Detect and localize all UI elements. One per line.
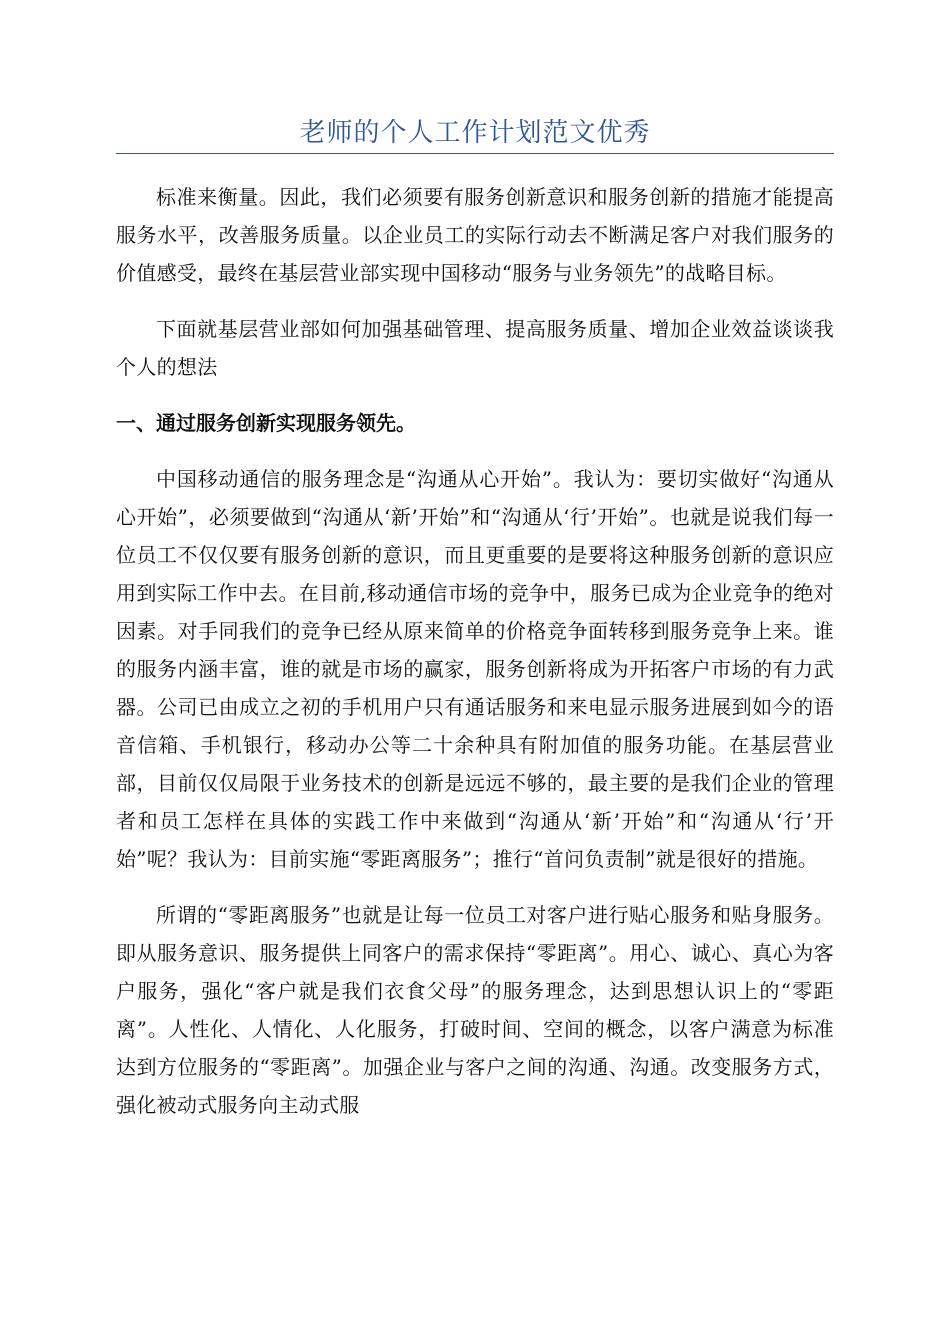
body-paragraph-2: 下面就基层营业部如何加强基础管理、提高服务质量、增加企业效益谈谈我个人的想法 xyxy=(116,317,834,379)
section-paragraph-1: 中国移动通信的服务理念是“沟通从心开始”。我认为：要切实做好“沟通从心开始”，必须要做到“沟通从‘新’开始”和“沟通从‘行’开始”。也就是说我们每一位员工不仅仅要有服务创新的意识，而且更重要的是要将这种服务创新的意识应用到实际工作中去。在目前,移动通信市场的竞争中，服务已成为企业竞争的绝对因素。对手同我们的竞争已经从原来简单的价格竞争面转移到服务竞争上来。谁的服务内涵丰富，谁的就是市场的赢家，服务创新将成为开拓客户市场的有力武器。公司已由成立之初的手机用户只有通话服务和来电显示服务进展到如今的语音信箱、手机银行，移动办公等二十余种具有附加值的服务功能。在基层营业部，目前仅仅局限于业务技术的创新是远远不够的，最主要的是我们企业的管理者和员工怎样在具体的实践工作中来做到“沟通从‘新’开始”和“沟通从‘行’开始”呢？我认为：目前实施“零距离服务”；推行“首问负责制”就是很好的措施。 xyxy=(116,467,834,871)
document-page xyxy=(116,0,834,1124)
section-paragraph-2: 所谓的“零距离服务”也就是让每一位员工对客户进行贴心服务和贴身服务。即从服务意识、服务提供上同客户的需求保持“零距离”。用心、诚心、真心为客户服务，强化“客户就是我们衣食父母”的服务理念，达到思想认识上的“零距离”。人性化、人情化、人化服务，打破时间、空间的概念，以客户满意为标准达到方位服务的“零距离”。加强企业与客户之间的沟通、沟通。改变服务方式，强化被动式服务向主动式服 xyxy=(116,903,834,1117)
title-underline xyxy=(116,153,834,154)
section-heading: 一、通过服务创新实现服务领先。 xyxy=(116,411,416,435)
body-paragraph-1: 标准来衡量。因此，我们必须要有服务创新意识和服务创新的措施才能提高服务水平，改善服务质量。以企业员工的实际行动去不断满足客户对我们服务的价值感受，最终在基层营业部实现中国移动“服务与业务领先”的战略目标。 xyxy=(116,185,834,285)
document-title: 老师的个人工作计划范文优秀 xyxy=(299,118,651,148)
